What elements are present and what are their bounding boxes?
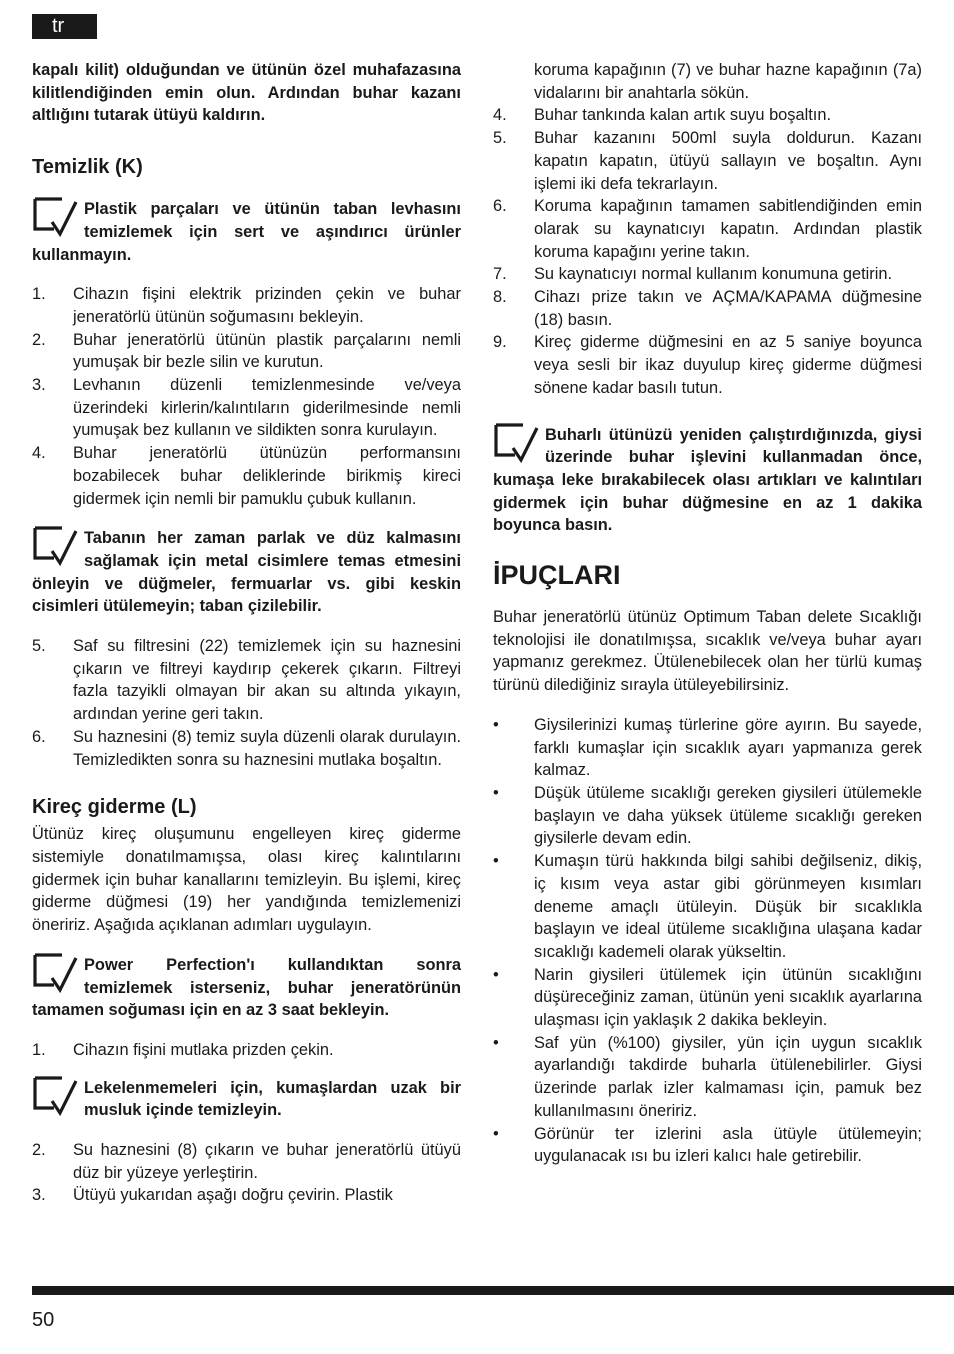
- tips-heading: İPUÇLARI: [493, 560, 621, 591]
- list-item: 3. Levhanın düzenli temizlenmesinde ve/veya üzerindeki kirlerin/kalıntıların giderilmesinde nemli yumuşak bez kullanın ve sildikten sonra kurulayın.: [32, 376, 461, 440]
- list-item: 6. Su haznesini (8) temiz suyla düzenli olarak durulayın. Temizledikten sonra su haznesini mutlaka boşaltın.: [32, 727, 461, 769]
- cleaning-heading: Temizlik (K): [32, 156, 143, 179]
- descaling-heading: Kireç giderme (L): [32, 796, 197, 819]
- cleaning-steps-continued: [32, 635, 461, 771]
- list-item: • Düşük ütüleme sıcaklığı gereken giysileri ütülemekle başlayın ve daha yüksek ütüleme sıcaklığı gereken giysilerle devam edin.: [493, 783, 922, 848]
- list-item: 6. Koruma kapağının tamamen sabitlendiğinden emin olarak su kaynatıcıyı kapatın. Ardından plastik koruma kapağını yerine takın.: [493, 197, 922, 261]
- list-item: 8. Cihazı prize takın ve AÇMA/KAPAMA düğmesine (18) basın.: [493, 288, 922, 329]
- note-plastic-parts: Plastik parçaları ve ütünün taban levhasını temizlemek için sert ve aşındırıcı ürünler kullanmayın.: [32, 198, 461, 266]
- list-item: • Narin giysileri ütülemek için ütünün sıcaklığını düşüreceğiniz zaman, ütünün yeni sıcaklık ayarlarına ulaşması için yaklaşık 2 dakika bekleyin.: [493, 965, 922, 1030]
- list-item: 4. Buhar jeneratörlü ütünüzün performansını bozabilecek buhar deliklerinde birikmiş kireci gidermek için nemli bir pamuklu çubuk kullanın.: [32, 444, 461, 508]
- list-item: 5. Buhar kazanını 500ml suyla doldurun. Kazanı kapatın kapatın, ütüyü sallayın ve boşaltın. Aynı işlemi iki defa tekrarlayın.: [493, 129, 922, 193]
- intro-paragraph: kapalı kilit) olduğundan ve ütünün özel muhafazasına kilitlendiğinden emin olun. Ardından buhar kazanı altlığını tutarak ütüyü kaldırın.: [32, 61, 461, 125]
- list-item: 2. Su haznesini (8) çıkarın ve buhar jeneratörlü ütüyü düz bir yüzeye yerleştirin.: [32, 1141, 461, 1182]
- language-tag: [32, 14, 97, 39]
- list-item: 7. Su kaynatıcıyı normal kullanım konumuna getirin.: [493, 265, 893, 284]
- list-item: • Giysilerinizi kumaş türlerine göre ayırın. Bu sayede, farklı kumaşlar için sıcaklık ayarı yapmanıza gerek kalmaz.: [493, 715, 922, 780]
- check-note-icon: [32, 1075, 80, 1119]
- check-note-icon: [32, 525, 80, 569]
- language-code: tr: [52, 15, 65, 37]
- list-item: 2. Buhar jeneratörlü ütünün plastik parçalarını nemli yumuşak bir bezle silin ve kurutun.: [32, 330, 461, 372]
- page-number: 50: [32, 1309, 55, 1331]
- list-item: 1. Cihazın fişini elektrik prizinden çekin ve buhar jeneratörlü ütünün soğumasını bekleyin.: [32, 285, 461, 326]
- descaling-intro: Ütünüz kireç oluşumunu engelleyen kireç giderme sistemiyle donatılmamışsa, olası kireç kalıntılarını gidermek için buhar kanallarını temizleyin. Bu işlemi, kireç giderme düğmesi (19) her yandığında temizlemenizi öneririz. Aşağıda açıklanan adımları uygulayın.: [32, 825, 461, 935]
- list-item: • Görünür ter izlerini asla ütüyle ütülemeyin; uygulanacak ısı bu izleri kalıcı hale getirebilir.: [493, 1124, 922, 1166]
- list-item: 1. Cihazın fişini mutlaka prizden çekin.: [32, 1040, 334, 1059]
- list-item: 9. Kireç giderme düğmesini en az 5 saniye boyunca veya sesli bir ikaz duyulup kireç giderme düğmesi sönene kadar basılı tutun.: [493, 333, 922, 397]
- tips-list: [493, 714, 922, 1168]
- check-note-icon: [493, 422, 541, 466]
- step-continuation: koruma kapağının (7) ve buhar hazne kapağının (7a) vidalarını bir anahtarla sökün.: [534, 61, 922, 102]
- list-item: • Saf yün (%100) giysiler, yün için uygun sıcaklık ayarlandığı takdirde buharla ütülenebilirler. Giysi üzerinde parlak izler kalmaması için, pamuk bez kullanılmasını öneririz.: [493, 1033, 922, 1120]
- descaling-steps-continued: [32, 1139, 461, 1207]
- list-item: 3. Ütüyü yukarıdan aşağı doğru çevirin. Plastik: [32, 1186, 393, 1205]
- cleaning-steps: [32, 283, 461, 510]
- descaling-steps: [32, 1039, 461, 1062]
- note-restart-steam: Buharlı ütünüzü yeniden çalıştırdığınızda, giysi üzerinde buhar işlevini kullanmadan önce, kumaşa leke bırakabilecek olası artıkları ve kalıntıları gidermek için buhar düğmesine en az 1 dakika boyunca basın.: [493, 424, 922, 538]
- check-note-icon: [32, 196, 80, 240]
- left-column: [32, 59, 461, 1207]
- footer-divider: [32, 1286, 954, 1295]
- list-item: • Kumaşın türü hakkında bilgi sahibi değilseniz, dikiş, iç kısım veya astar gibi görünmeyen kısımları deneme amaçlı ütüleyin. Düşük bir sıcaklıkla başlayın ve ideal ütüleme sıcaklığına ulaşana kadar sıcaklığı kademeli olarak yükseltin.: [493, 852, 922, 961]
- list-item: 4. Buhar tankında kalan artık suyu boşaltın.: [493, 106, 832, 125]
- list-item: 5. Saf su filtresini (22) temizlemek için su haznesini çıkarın ve filtreyi kaydırıp çekerek çıkarın. Filtreyi fazla tazyikli olmayan bir akan su altında yıkayın, ardından yerine geri takın.: [32, 637, 461, 724]
- descaling-steps-final: [493, 104, 922, 399]
- check-note-icon: [32, 952, 80, 996]
- note-power-perfection: Power Perfection'ı kullandıktan sonra temizlemek isterseniz, buhar jeneratörünün tamamen soğuması için en az 3 saat bekleyin.: [32, 954, 461, 1022]
- tips-intro: Buhar jeneratörlü ütünüz Optimum Taban delete Sıcaklığı teknolojisi ile donatılmışsa, sıcaklık ve/veya buhar ayarı yapmanız gerekmez. Ütülenebilecek olan her türlü kumaş türünü dilediğiniz sırayla ütüleyebilirsiniz.: [493, 608, 922, 695]
- right-column: [493, 59, 922, 1168]
- note-stains: Lekelenmemeleri için, kumaşlardan uzak bir musluk içinde temizleyin.: [32, 1077, 461, 1122]
- note-soleplate: Tabanın her zaman parlak ve düz kalmasını sağlamak için metal cisimlere temas etmesini önleyin ve düğmeler, fermuarlar vs. gibi keskin cisimleri ütülemeyin; taban çizilebilir.: [32, 527, 461, 618]
